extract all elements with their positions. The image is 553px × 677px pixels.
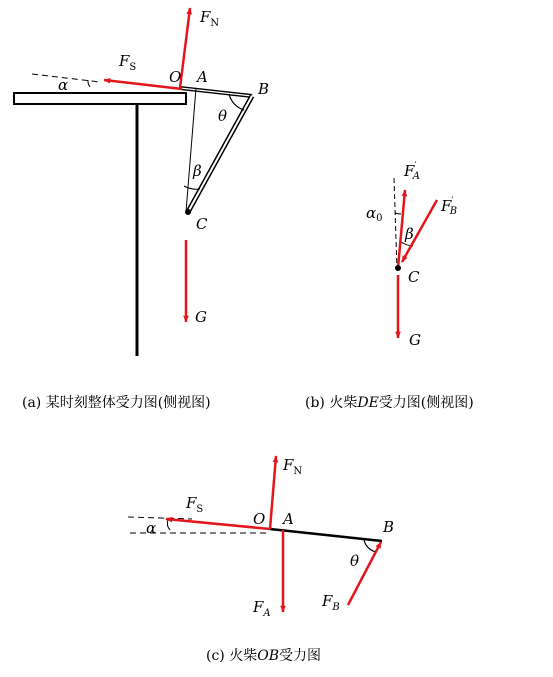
panel-c [128, 456, 394, 619]
label-g-b: G [409, 331, 421, 349]
label-g: G [195, 308, 207, 326]
label-beta: β [193, 162, 202, 180]
label-fs-c: $F_S$ [186, 494, 204, 515]
alpha-arc [88, 80, 90, 87]
label-fb-c: $F_B$ [322, 592, 340, 613]
caption-a: (a) 某时刻整体受力图(侧视图) [22, 395, 211, 411]
label-theta: θ [218, 107, 228, 125]
force-fn-arrow-c [270, 456, 276, 529]
label-fa-prime: F′ A [404, 161, 420, 182]
panel-a [14, 8, 269, 356]
force-fn-arrow [180, 8, 190, 88]
alpha0-arc [395, 213, 401, 214]
label-o-c: O [253, 510, 266, 528]
label-beta-b: β [405, 225, 414, 243]
panel-b [366, 161, 457, 349]
label-o: O [169, 68, 182, 86]
label-alpha-c: α [146, 519, 157, 537]
label-fa-c: $F_A$ [253, 598, 271, 619]
label-c: C [196, 215, 208, 233]
match-ob-c [270, 529, 382, 541]
caption-c: (c) 火柴OB受力图 [206, 648, 321, 664]
line-ac [186, 88, 196, 212]
theta-arc-c [364, 540, 376, 552]
label-c-b: C [408, 268, 420, 286]
point-c-dot [185, 209, 191, 215]
label-fn: $F_N$ [200, 8, 220, 29]
label-fb-prime: F′ B [441, 196, 458, 217]
beta-arc [184, 186, 200, 189]
label-b-c: B [383, 518, 395, 536]
label-a: A [197, 68, 208, 86]
caption-b: (b) 火柴DE受力图(侧视图) [305, 395, 474, 411]
alpha-reference-line-c [128, 517, 192, 519]
label-alpha0: $\alpha_0$ [366, 204, 383, 224]
label-theta-c: θ [350, 552, 360, 570]
label-alpha: α [58, 76, 69, 94]
point-c-dot-b [395, 265, 401, 271]
label-fn-c: $F_N$ [283, 456, 303, 477]
label-a-c: A [283, 510, 294, 528]
label-fs: $F_S$ [119, 52, 137, 73]
label-b: B [258, 80, 270, 98]
alpha-arc-c [167, 520, 170, 530]
table-top [14, 93, 186, 104]
vertical-reference-line [394, 178, 397, 270]
